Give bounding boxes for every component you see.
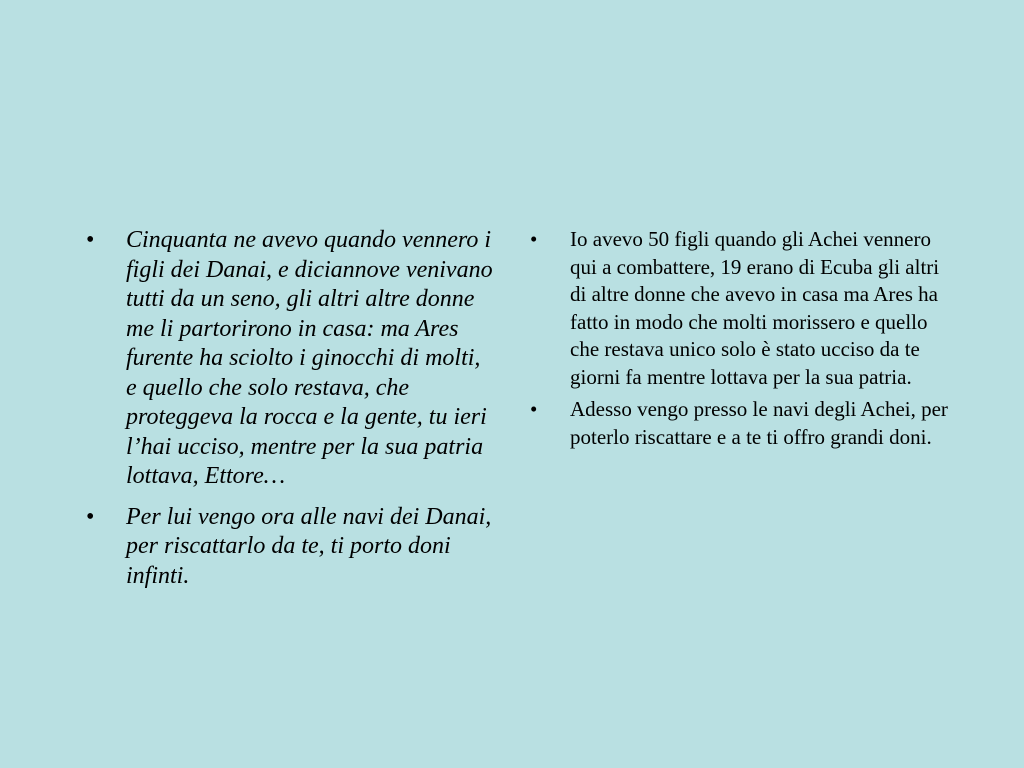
right-text-column	[530, 226, 950, 456]
right-bullet-text: Adesso vengo presso le navi degli Achei, per poterlo riscattare e a te ti offro grandi doni.	[570, 397, 948, 449]
left-bullet-item	[86, 503, 496, 592]
right-bullet-text: Io avevo 50 figli quando gli Achei vennero qui a combattere, 19 erano di Ecuba gli altri di altre donne che avevo in casa ma Ares ha fatto in modo che molti morissero e quello che restava unico solo è stato ucciso da te giorni fa mentre lottava per la sua patria.	[570, 227, 940, 389]
left-bullet-item	[86, 226, 496, 492]
left-bullet-text: Per lui vengo ora alle navi dei Danai, per riscattarlo da te, ti porto doni infinti.	[126, 503, 492, 589]
left-bullet-text: Cinquanta ne avevo quando vennero i figli dei Danai, e diciannove venivano tutti da un seno, gli altri altre donne me li partorirono in casa: ma Ares furente ha sciolto i ginocchi di molti, e quello che solo restava, che proteggeva la rocca e la gente, tu ieri l’hai ucciso, mentre per la sua patria lottava, Ettore…	[126, 227, 493, 489]
right-bullet-item	[530, 396, 950, 451]
left-text-column	[86, 226, 496, 602]
bullet-dot: •	[530, 227, 538, 251]
bullet-dot: •	[86, 503, 95, 530]
right-bullet-item	[530, 226, 950, 391]
bullet-dot: •	[86, 227, 95, 253]
bullet-dot: •	[530, 397, 538, 421]
